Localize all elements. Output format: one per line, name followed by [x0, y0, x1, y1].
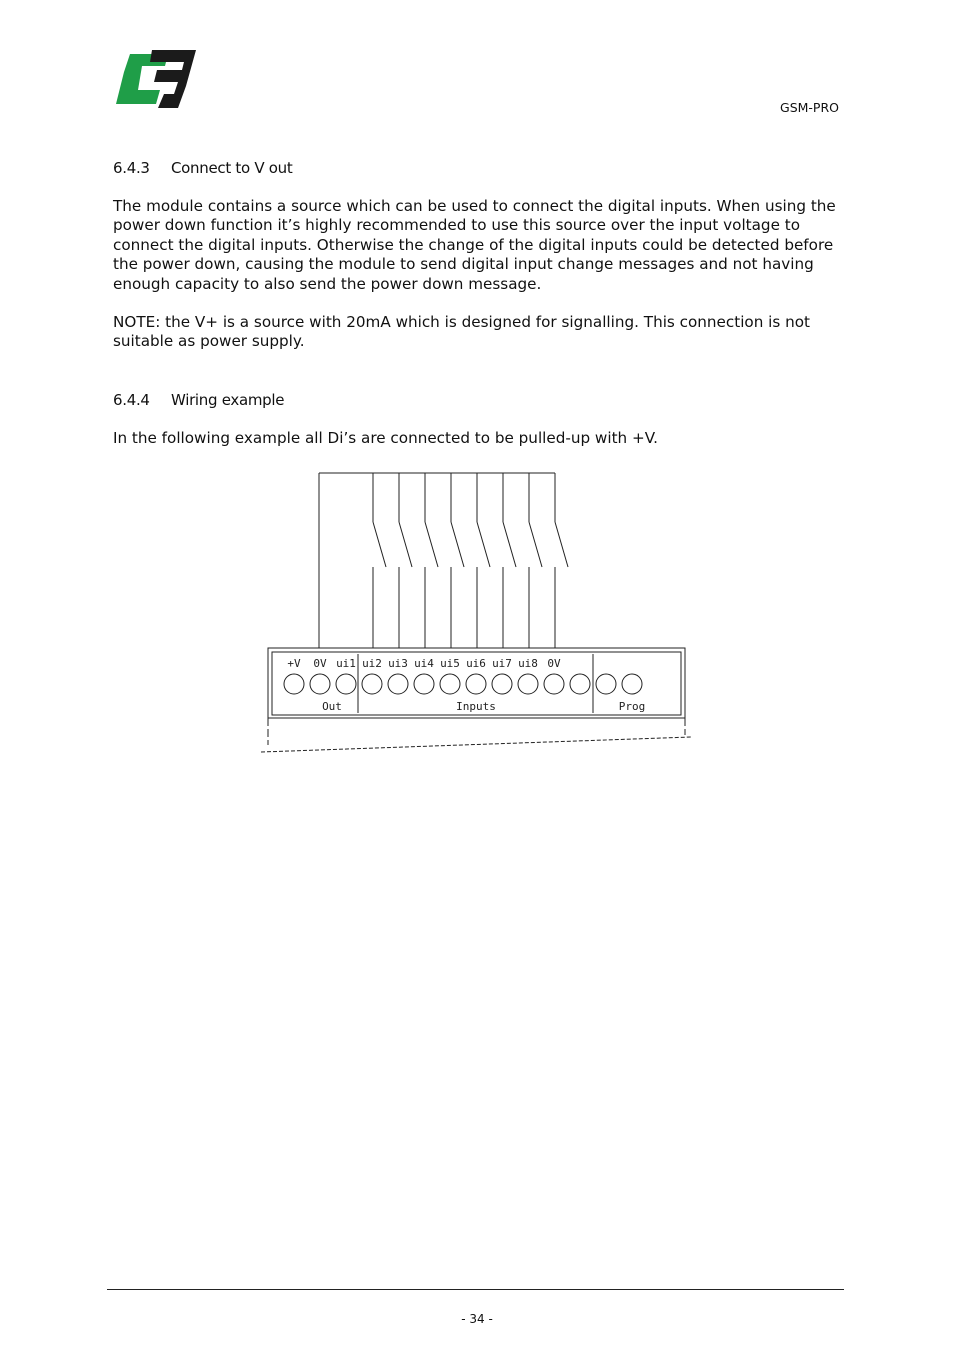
terminal-screw — [544, 674, 564, 694]
section-number: 6.4.3 — [113, 159, 150, 177]
switch-contact — [477, 522, 490, 567]
terminal-screw — [466, 674, 486, 694]
terminal-label: ui3 — [388, 657, 408, 670]
terminal-screw — [596, 674, 616, 694]
section-number: 6.4.4 — [113, 391, 150, 409]
terminal-label: ui6 — [466, 657, 486, 670]
section-title: Connect to V out — [171, 159, 293, 177]
terminal-label: +V — [287, 657, 301, 670]
page-number: - 34 - — [461, 1312, 493, 1326]
section-title: Wiring example — [171, 391, 285, 409]
terminal-label: ui7 — [492, 657, 512, 670]
terminal-group-label: Out — [322, 700, 342, 713]
terminal-screw — [570, 674, 590, 694]
company-logo — [112, 46, 198, 112]
paragraph-wiring-intro: In the following example all Di’s are connected to be pulled-up with +V. — [113, 429, 658, 447]
terminal-screw — [388, 674, 408, 694]
document-code: GSM-PRO — [780, 100, 839, 115]
terminal-screw — [440, 674, 460, 694]
terminal-label: ui2 — [362, 657, 382, 670]
section-heading-643 — [113, 159, 292, 177]
terminal-label: ui4 — [414, 657, 434, 670]
base-edge — [261, 737, 691, 752]
terminal-screw — [492, 674, 512, 694]
terminal-screw — [362, 674, 382, 694]
terminal-screw — [518, 674, 538, 694]
terminal-screw — [284, 674, 304, 694]
switch-contact — [373, 522, 386, 567]
switch-contact — [399, 522, 412, 567]
terminal-label: ui8 — [518, 657, 538, 670]
paragraph-note: NOTE: the V+ is a source with 20mA which is designed for signalling. This connection is not suitable as power supply. — [113, 313, 810, 351]
switch-contact — [503, 522, 516, 567]
switch-contact — [529, 522, 542, 567]
terminal-screw — [336, 674, 356, 694]
footer-rule — [107, 1289, 844, 1290]
terminal-label: ui5 — [440, 657, 460, 670]
terminal-group-label: Inputs — [456, 700, 496, 713]
terminal-label: 0V — [313, 657, 327, 670]
terminal-screw — [622, 674, 642, 694]
switch-contact — [451, 522, 464, 567]
terminal-screw — [414, 674, 434, 694]
terminal-label: 0V — [547, 657, 561, 670]
terminal-screw — [310, 674, 330, 694]
switch-contact — [555, 522, 568, 567]
terminal-label: ui1 — [336, 657, 356, 670]
switch-contact — [425, 522, 438, 567]
section-heading-644 — [113, 391, 284, 409]
paragraph-vout-description: The module contains a source which can be used to connect the digital inputs. When using the power down function it’s highly recommended to use this source over the input voltage to connect the digital inputs. Otherwise the change of the digital inputs could be detected before the power down, causing the module to send digital input change messages and not having enough capacity to also send the power down message. — [113, 197, 836, 293]
wiring-diagram — [255, 465, 700, 760]
terminal-group-label: Prog — [618, 700, 646, 713]
